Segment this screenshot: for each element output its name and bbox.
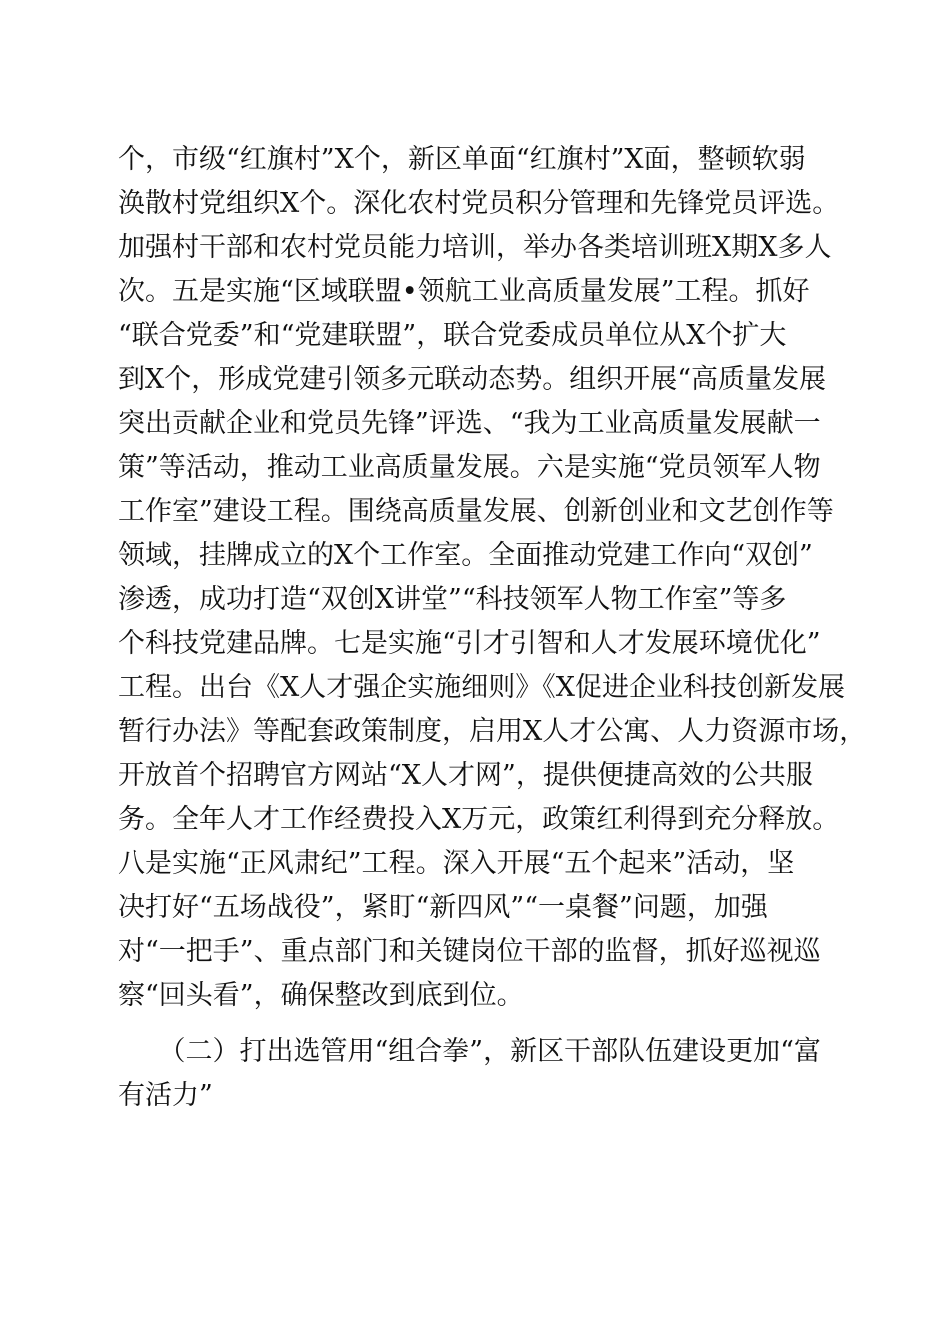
section-heading-line: （二）打出选管用“组合拳”，新区干部队伍建设更加“富: [118, 1036, 821, 1067]
paragraph-line: 个科技党建品牌。七是实施“引才引智和人才发展环境优化”: [118, 628, 821, 659]
paragraph-line: 次。五是实施“区域联盟•领航工业高质量发展”工程。抓好: [118, 276, 810, 307]
paragraph-line: 工作室”建设工程。围绕高质量发展、创新创业和文艺创作等: [118, 496, 834, 527]
paragraph-line: 决打好“五场战役”，紧盯“新四风”“一桌餐”问题，加强: [118, 892, 768, 923]
paragraph-line: 个，市级“红旗村”X个，新区单面“红旗村”X面，整顿软弱: [118, 144, 806, 175]
paragraph-line: 开放首个招聘官方网站“X人才网”，提供便捷高效的公共服: [118, 760, 813, 791]
paragraph-line: 务。全年人才工作经费投入X万元，政策红利得到充分释放。: [118, 804, 840, 835]
paragraph-line: 领域，挂牌成立的X个工作室。全面推动党建工作向“双创”: [118, 540, 813, 571]
paragraph-line: 加强村干部和农村党员能力培训，举办各类培训班X期X多人: [118, 232, 832, 263]
paragraph-line: 对“一把手”、重点部门和关键岗位干部的监督，抓好巡视巡: [118, 936, 821, 967]
paragraph-line: 察“回头看”，确保整改到底到位。: [118, 980, 524, 1011]
paragraph-line: 到X个，形成党建引领多元联动态势。组织开展“高质量发展: [118, 364, 827, 395]
paragraph-line: 暂行办法》等配套政策制度，启用X人才公寓、人力资源市场，: [118, 716, 867, 747]
paragraph-line: 策”等活动，推动工业高质量发展。六是实施“党员领军人物: [118, 452, 821, 483]
paragraph-line: 渗透，成功打造“双创X讲堂”“科技领军人物工作室”等多: [118, 584, 787, 615]
section-heading-line: 有活力”: [118, 1080, 213, 1111]
paragraph-line: 八是实施“正风肃纪”工程。深入开展“五个起来”活动，坚: [118, 848, 795, 879]
document-body: [118, 138, 867, 1118]
paragraph-line: 突出贡献企业和党员先锋”评选、“我为工业高质量发展献一: [118, 408, 821, 439]
paragraph-line: “联合党委”和“党建联盟”，联合党委成员单位从X个扩大: [118, 320, 787, 351]
paragraph-line: 涣散村党组织X个。深化农村党员积分管理和先锋党员评选。: [118, 188, 840, 219]
paragraph-line: 工程。出台《X人才强企实施细则》《X促进企业科技创新发展: [118, 672, 845, 703]
